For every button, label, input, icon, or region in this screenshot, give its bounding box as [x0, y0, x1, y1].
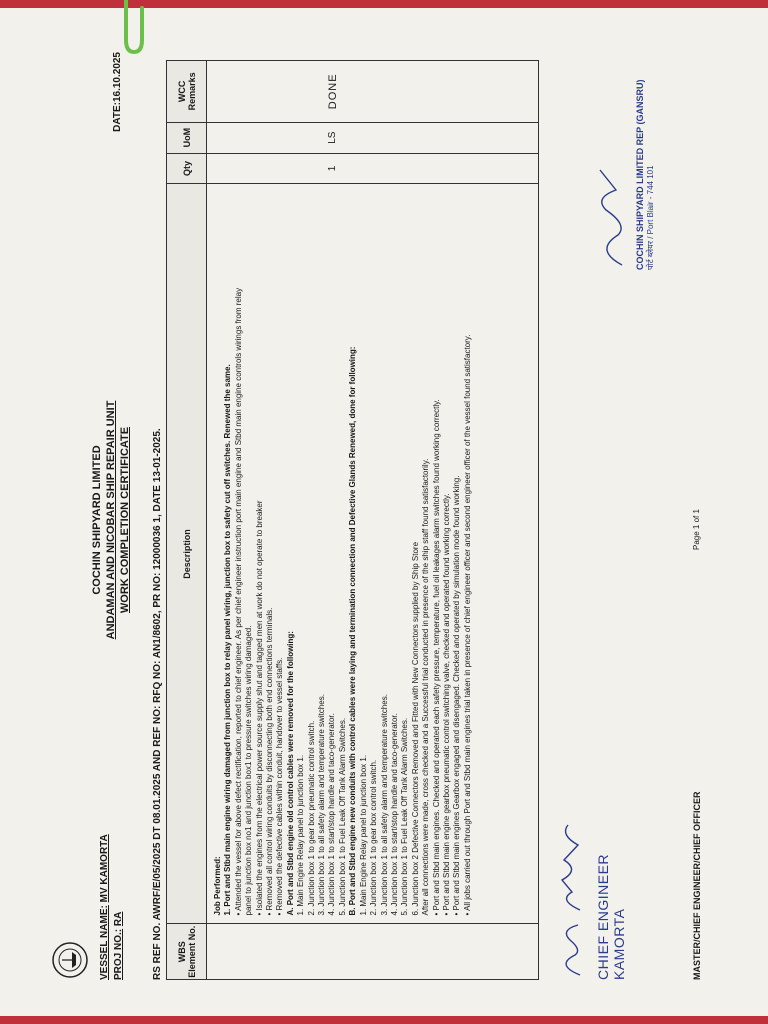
unit-name: ANDAMAN AND NICOBAR SHIP REPAIR UNIT	[105, 400, 117, 640]
description-line: A. Port and Stbd engine old control cables were removed for the following:	[285, 631, 295, 916]
rs-ref-line: RS REF NO. AWRF/E/05/2025 DT 08.01.2025 AND REF NO: RFQ NO: AN1/8602, PR NO: 12000036 1, DATE 13-01-2025.	[152, 428, 163, 980]
description-line: • All jobs carried out through Port and Stbd main engines trial taken in presence of chief engineer officer and second engineer officer of the vessel found satisfactory.	[462, 334, 472, 916]
header-description: Description	[167, 184, 207, 924]
description-line: 4. Junction box 1 to start/stop handle and taco-generator.	[327, 713, 337, 916]
chief-engineer-line2: KAMORTA	[611, 908, 627, 980]
qty-cell: 1	[207, 153, 539, 184]
shipyard-logo-icon	[50, 940, 90, 980]
description-line: • Port and Stbd main engines. Checked and operated each safety pressure, temperature, fuel oil leakages alarm switches found working correctly.	[431, 399, 441, 916]
stamp-company: COCHIN SHIPYARD LIMITED REP (GANSRU)	[635, 79, 645, 270]
proj-no-value: RA	[113, 911, 124, 927]
page-number: Page 1 of 1	[692, 509, 701, 550]
description-line: • Removed the defective cables within conduit, handover to vessel staffs.	[275, 657, 285, 916]
description-line: 5. Junction box 1 to Fuel Leak Off Tank Alarm Switches.	[400, 717, 410, 916]
header-wbs: WBS Element No.	[167, 924, 207, 980]
chief-engineer-line1: CHIEF ENGINEER	[595, 853, 611, 980]
handwritten-signature-icon	[550, 820, 590, 980]
header-uom: UoM	[167, 122, 207, 153]
description-line: 6. Junction box 2 Defective Connectors Removed and Fitted with New Connectors supplied by Ship Store	[410, 541, 420, 916]
description-line: 2. Junction box 1 to gear box control switch.	[369, 759, 379, 916]
table-row	[207, 61, 539, 980]
description-line: 1. Main Engine Relay panel to junction box 1.	[296, 754, 306, 916]
master-label: MASTER/CHIEF ENGINEER/CHIEF OFFICER	[692, 791, 702, 980]
description-line: 3. Junction box 1 to all safety alarm and temperature switches.	[317, 694, 327, 916]
description-line: • Isolated the engines from the electrical power source supply shut and tagged men at work do not operate to breaker	[254, 500, 264, 916]
description-lines	[213, 192, 473, 915]
description-line: 5. Junction box 1 to Fuel Leak Off Tank Alarm Switches.	[337, 717, 347, 916]
description-line: 4. Junction box 1 to start/stop handle and taco-generator.	[389, 713, 399, 916]
header-qty: Qty	[167, 153, 207, 184]
description-line: After all connections were made, cross checked and a Successful trial conducted in presence of the ship staff found satisfactorily.	[421, 458, 431, 916]
chief-engineer-signature-block	[550, 780, 627, 980]
description-line: • Port and Stbd main engines Gearbox engaged and disengaged. Checked and operated by simulation mode found working.	[452, 475, 462, 916]
proj-no-label: PROJ NO.:	[113, 928, 124, 980]
vessel-name-label: VESSEL NAME:	[99, 905, 110, 980]
page-edge-bottom	[0, 1016, 768, 1024]
description-line: • Attended the vessel for above defect rectification, reported to chief engineer. As per chief engineer instruction port main engine and Stbd main engine controls wirings from relay	[233, 287, 243, 916]
wbs-cell	[207, 924, 539, 980]
description-cell	[207, 184, 539, 924]
description-line: 2. Junction box 1 to gear box pneumatic control switch.	[306, 720, 316, 916]
document-date: DATE:16.10.2025	[112, 52, 123, 132]
certificate-title: WORK COMPLETION CERTIFICATE	[119, 426, 131, 614]
description-line: panel to junction box no1 and junction box1 to pressure switches wiring damaged.	[244, 625, 254, 916]
certificate-sheet	[30, 40, 720, 1000]
description-line: • Removed all control wiring conduits by disconnecting both end connections terminals.	[265, 607, 275, 916]
company-name: COCHIN SHIPYARD LIMITED	[91, 445, 103, 595]
description-line: 1. Main Engine Relay panel to junction box 1.	[358, 754, 368, 916]
stamp-signature-icon	[590, 160, 630, 270]
description-line: 1. Port and Stbd main engine wiring damaged from junction box to relay panel wiring, junction box to safety cut off switches. Renewed the same.	[223, 364, 233, 916]
description-line: 3. Junction box 1 to all safety alarm and temperature switches.	[379, 694, 389, 916]
header-wcc-remarks: WCC Remarks	[167, 61, 207, 123]
work-table	[166, 60, 539, 980]
uom-cell: LS	[207, 122, 539, 153]
remarks-cell: DONE	[207, 61, 539, 123]
description-line: B. Port and Stbd engine new conduits with control cables were laying and termination connection and Defective Glands Renewed, done for following:	[348, 346, 358, 916]
shipyard-stamp	[590, 60, 656, 270]
description-line: Job Performed:	[213, 856, 222, 916]
stamp-address: पोर्ट ब्लेयर / Port Blair - 744 101	[646, 165, 655, 270]
vessel-name-value: MV KAMORTA	[99, 834, 110, 903]
document-header	[90, 40, 132, 1000]
description-line: • Port and Stbd main engine gearbox pneumatic control switching valve, checked and operated found working correctly.	[441, 493, 451, 916]
